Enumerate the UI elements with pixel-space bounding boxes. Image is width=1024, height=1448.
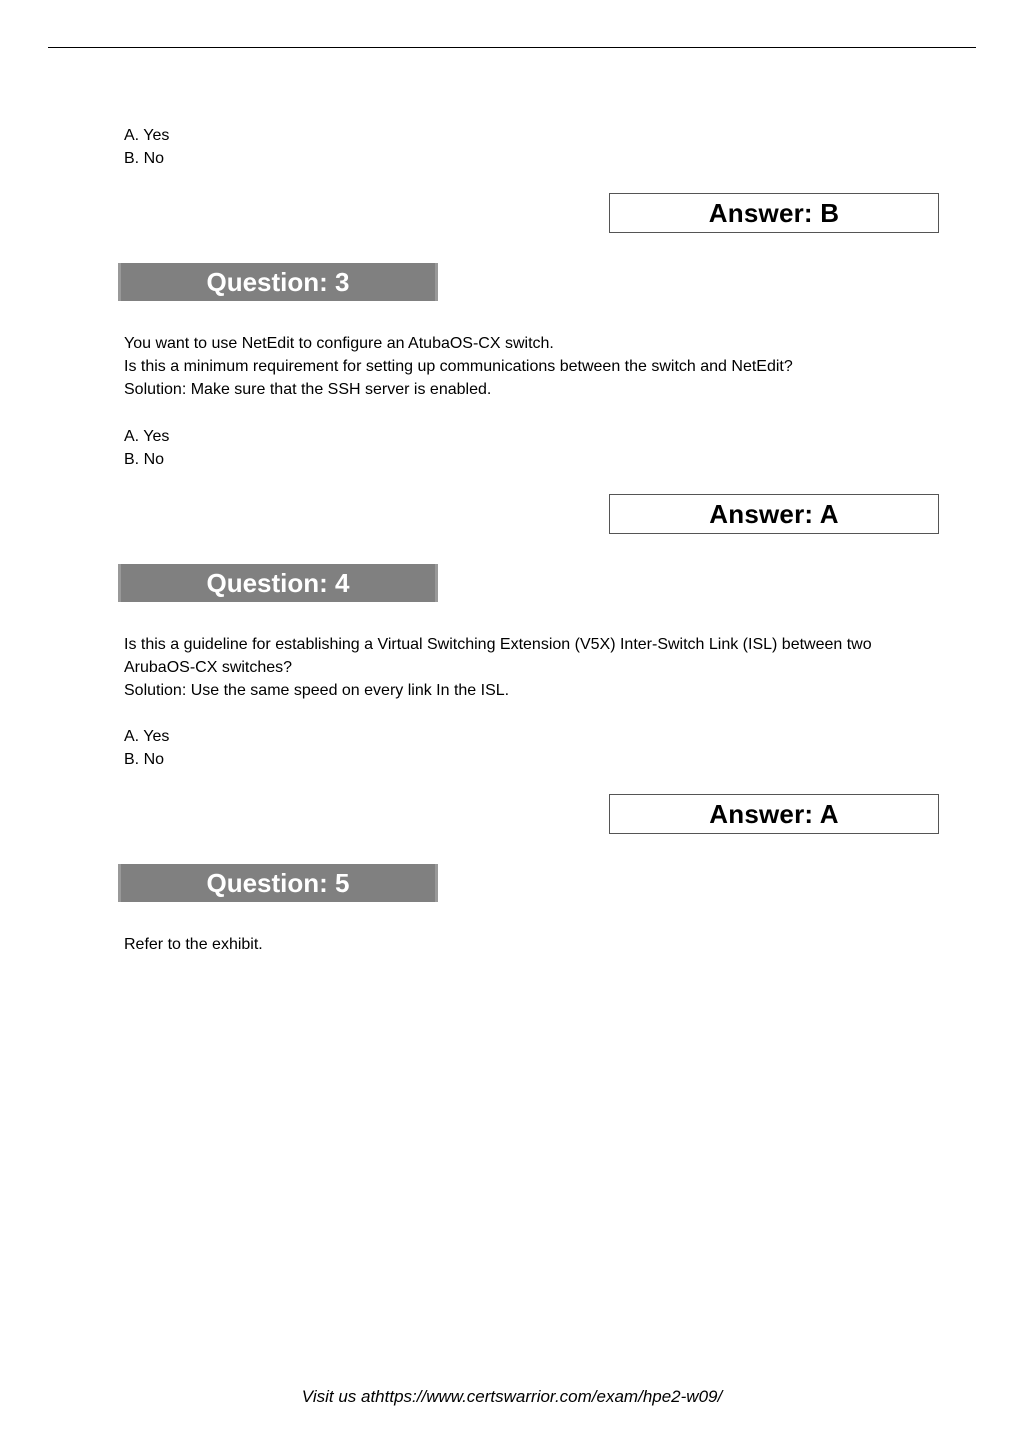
question-line: Solution: Use the same speed on every link In the ISL. bbox=[124, 682, 510, 699]
answer-box: Answer: A bbox=[609, 494, 939, 534]
question-line: Is this a minimum requirement for setting up communications between the switch and NetEdit? bbox=[124, 358, 793, 375]
option-b: B. No bbox=[124, 451, 165, 468]
question-line: You want to use NetEdit to configure an AtubaOS-CX switch. bbox=[124, 335, 554, 352]
question-line: Refer to the exhibit. bbox=[124, 936, 263, 953]
option-list bbox=[124, 124, 169, 170]
footer-link-text: Visit us athttps://www.certswarrior.com/exam/hpe2-w09/ bbox=[301, 1387, 723, 1406]
question-text bbox=[124, 933, 263, 956]
option-a: A. Yes bbox=[124, 428, 170, 445]
question-line: Solution: Make sure that the SSH server is enabled. bbox=[124, 381, 492, 398]
question-text bbox=[124, 332, 793, 401]
option-a: A. Yes bbox=[124, 127, 170, 144]
question-heading: Question: 4 bbox=[118, 564, 438, 602]
top-divider bbox=[48, 47, 976, 48]
answer-box: Answer: B bbox=[609, 193, 939, 233]
question-heading: Question: 3 bbox=[118, 263, 438, 301]
answer-box: Answer: A bbox=[609, 794, 939, 834]
question-text bbox=[124, 633, 872, 702]
question-line: ArubaOS-CX switches? bbox=[124, 659, 293, 676]
question-heading: Question: 5 bbox=[118, 864, 438, 902]
question-line: Is this a guideline for establishing a Virtual Switching Extension (V5X) Inter-Switch Link (ISL) between two bbox=[124, 636, 872, 653]
option-b: B. No bbox=[124, 751, 165, 768]
option-list bbox=[124, 725, 169, 771]
option-b: B. No bbox=[124, 150, 165, 167]
option-a: A. Yes bbox=[124, 728, 170, 745]
option-list bbox=[124, 425, 169, 471]
